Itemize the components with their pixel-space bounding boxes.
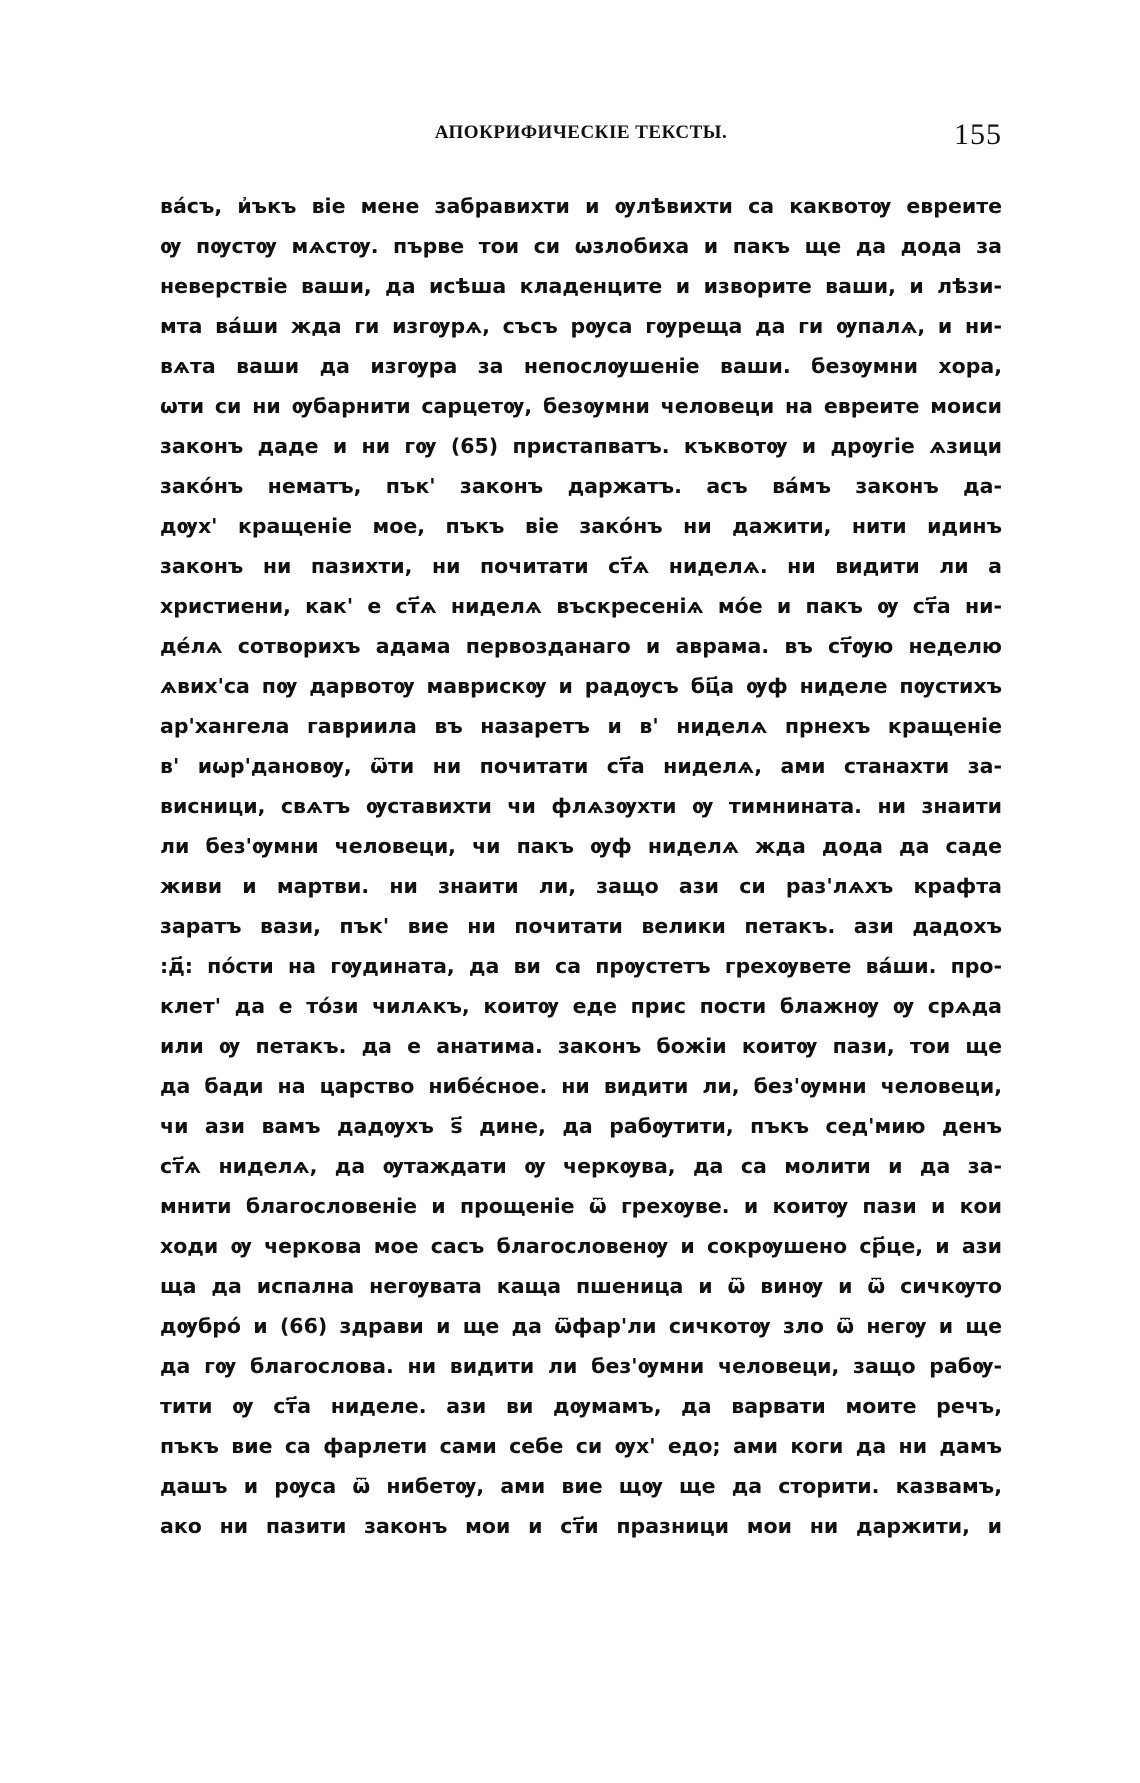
text-line: законъ ни пазихти, ни почитати ст҃ѧ ниделѧ. ни видити ли а [160,554,1002,578]
text-line: чи ази вамъ дадѹхъ ѕ҃ дине, да рабѹтити, пъкъ сед'мию денъ [160,1114,1002,1138]
text-line: ст҃ѧ ниделѧ, да ѹтаждати ѹ черкѹва, да са молити и да за- [160,1154,1002,1178]
text-line: :д҃: по́сти на гѹдината, да ви са прѹстетъ грехѹвете ва́ши. про- [160,954,1002,978]
text-line: христиени, как' е ст҃ѧ ниделѧ въскресеніѧ мо́е и пакъ ѹ ст҃а ни- [160,594,1002,618]
text-line: ва́съ, и҆ъкъ віе мене забравихти и ѹлѣвихти са каквотѹ евреите [160,194,1002,218]
text-line: мта ва́ши жда ги изгѹрѧ, съсъ рѹса гѹреща да ги ѹпалѧ, и ни- [160,314,1002,338]
running-title: АПОКРИФИЧЕСКІЕ ТЕКСТЫ. [434,122,728,143]
text-line: заратъ вази, пък' вие ни почитати велики петакъ. ази дадохъ [160,914,1002,938]
text-line: неверствіе ваши, да исѣша кладенците и изворите ваши, и лѣзи- [160,274,1002,298]
text-line: ѹ пѹстѹ мѧстѹ. първе тои си ѡзлобиха и пакъ ще да дода за [160,234,1002,258]
text-line: ходи ѹ черкова мое сасъ благословенѹ и сокрѹшено ср҃це, и ази [160,1234,1002,1258]
body-text [160,186,1002,1546]
text-line: клет' да е то́зи чилѧкъ, коитѹ еде прис пости блажнѹ ѹ срѧда [160,994,1002,1018]
page-number: 155 [954,118,1002,151]
text-line: дѹбро́ и (66) здрави и ще да ѿфар'ли сичкотѹ зло ѿ негѹ и ще [160,1314,1002,1338]
text-line: ако ни пазити законъ мои и ст҃и празници мои ни даржити, и [160,1514,1002,1538]
text-line: де́лѧ сотворихъ адама первозданаго и аврама. въ ст҃ѹю неделю [160,634,1002,658]
text-line: зако́нъ нематъ, пък' законъ даржатъ. асъ ва́мъ законъ да- [160,474,1002,498]
text-line: ѡти си ни ѹбарнити сарцетѹ, безѹмни человеци на евреите моиси [160,394,1002,418]
text-line: вѧта ваши да изгѹра за непослѹшеніе ваши. безѹмни хора, [160,354,1002,378]
text-line: законъ даде и ни гѹ (65) пристапватъ. къквотѹ и дрѹгіе ѧзици [160,434,1002,458]
text-line: ли без'ѹмни человеци, чи пакъ ѹф ниделѧ жда дода да саде [160,834,1002,858]
text-line: мнити благословеніе и прощеніе ѿ грехѹве. и коитѹ пази и кои [160,1194,1002,1218]
text-line: да гѹ благослова. ни видити ли без'ѹмни человеци, защо рабѹ- [160,1354,1002,1378]
text-line: пъкъ вие са фарлети сами себе си ѹх' едо; ами коги да ни дамъ [160,1434,1002,1458]
text-line: живи и мартви. ни знаити ли, защо ази си раз'лѧхъ крафта [160,874,1002,898]
text-line: ар'хангела гавриила въ назаретъ и в' ниделѧ прнехъ кращеніе [160,714,1002,738]
text-line: в' иѡр'дановѹ, ѿти ни почитати ст҃а ниделѧ, ами станахти за- [160,754,1002,778]
text-line: ѧвих'са пѹ дарвотѹ маврискѹ и радѹсъ бц҃а ѹф ниделе пѹстихъ [160,674,1002,698]
text-line: тити ѹ ст҃а ниделе. ази ви дѹмамъ, да варвати моите речъ, [160,1394,1002,1418]
text-line: дѹх' кращеніе мое, пъкъ віе зако́нъ ни дажити, нити идинъ [160,514,1002,538]
text-line: ща да испална негѹвата каща пшеница и ѿ винѹ и ѿ сичкѹто [160,1274,1002,1298]
running-head [160,118,1002,162]
text-line: висници, свѧтъ ѹставихти чи флѧзѹхти ѹ тимнината. ни знаити [160,794,1002,818]
text-line: или ѹ петакъ. да е анатима. законъ божіи коитѹ пази, тои ще [160,1034,1002,1058]
text-line: да бади на царство нибе́сное. ни видити ли, без'ѹмни человеци, [160,1074,1002,1098]
text-line: дашъ и рѹса ѿ нибетѹ, ами вие щѹ ще да сторити. казвамъ, [160,1474,1002,1498]
